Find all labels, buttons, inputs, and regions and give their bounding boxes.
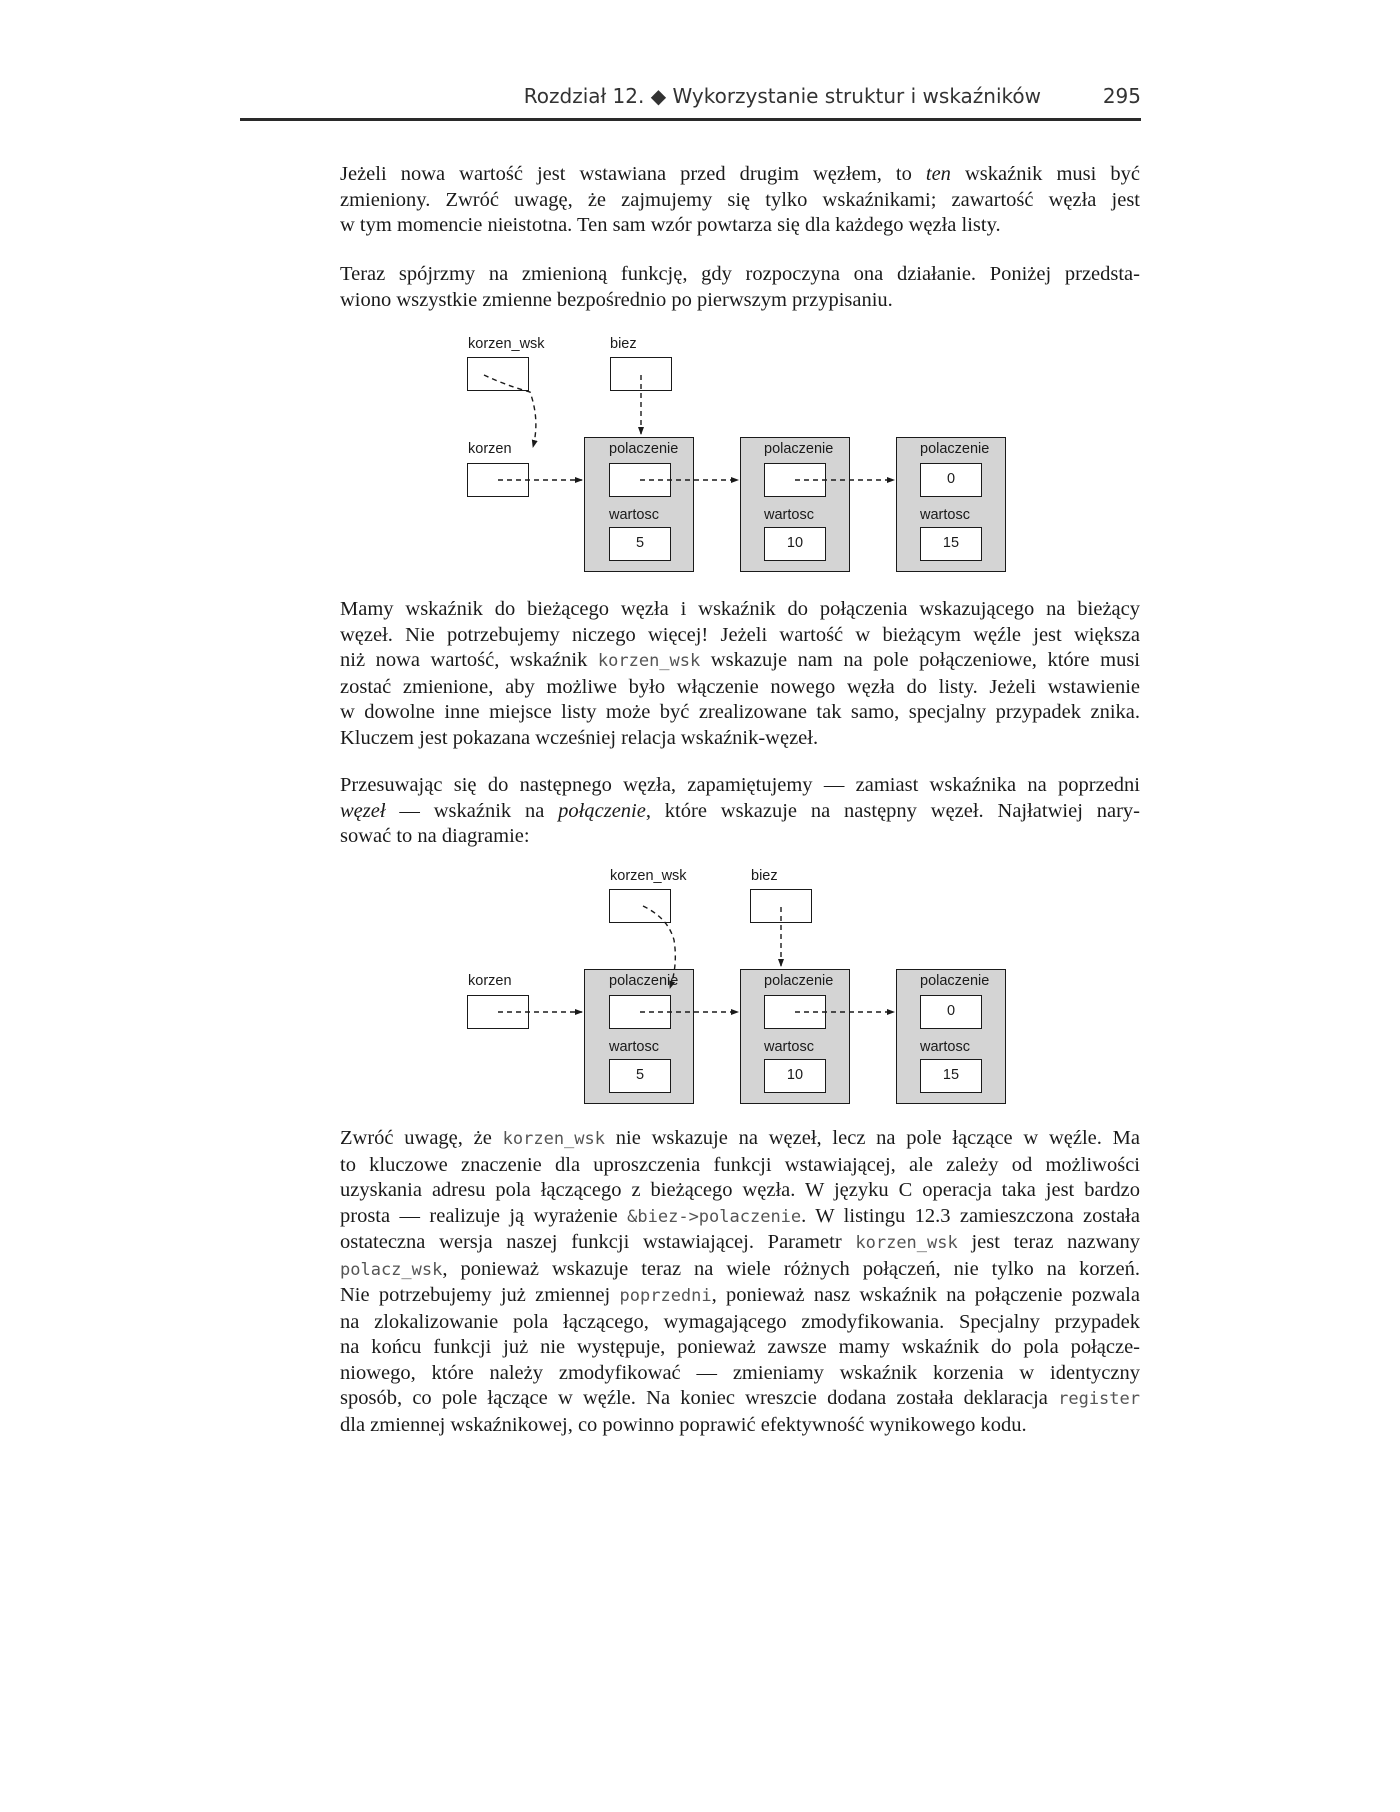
korzen-wsk-label: korzen_wsk [610, 868, 687, 884]
paragraph-line: Zwróć uwagę, że korzen_wsk nie wskazuje na węzeł, lecz na pole łączące w węźle. Ma [340, 1127, 1141, 1149]
node-value-box: 15 [920, 1059, 982, 1093]
paragraph-line: prosta — realizuje ją wyrażenie &biez->polaczenie. W listingu 12.3 zamieszczona została [340, 1204, 1140, 1227]
node-value-box: 15 [920, 527, 982, 561]
node-link-label: polaczenie [764, 441, 834, 457]
paragraph-line: sposób, co pole łączące w węźle. Na koniec wreszcie dodana została deklaracja register [340, 1387, 1140, 1409]
paragraph-line: niż nowa wartość, wskaźnik korzen_wsk wskazuje nam na pole połączeniowe, które musi [340, 649, 1140, 671]
node-value-box: 10 [764, 527, 826, 561]
paragraph-line: dla zmiennej wskaźnikowej, co powinno poprawić efektywność wynikowego kodu. [340, 1413, 1027, 1436]
inline-code: polacz_wsk [340, 1259, 443, 1280]
node-value-label: wartosc [920, 1039, 970, 1055]
page-number: 295 [1102, 84, 1141, 108]
paragraph-line: na zlokalizowanie pola łączącego, wymagającego zmodyfikowania. Specjalny przypadek [340, 1310, 1140, 1333]
paragraph-line: na końcu funkcji już nie występuje, ponieważ zawsze mamy wskaźnik do pola połącze- [340, 1336, 1140, 1358]
paragraph-line: Nie potrzebujemy już zmiennej poprzedni, ponieważ nasz wskaźnik na połączenie pozwala [340, 1284, 1140, 1306]
paragraph-line: polacz_wsk, ponieważ wskazuje teraz na wiele różnych połączeń, nie tylko na korzeń. [340, 1257, 1140, 1280]
inline-code: register [1058, 1389, 1140, 1409]
paragraph-line: wiono wszystkie zmienne bezpośrednio po pierwszym przypisaniu. [340, 288, 893, 311]
korzen-wsk-label: korzen_wsk [468, 336, 545, 352]
korzen-label: korzen [468, 973, 512, 989]
paragraph-line: Teraz spójrzmy na zmienioną funkcję, gdy rozpoczyna ona działanie. Poniżej przedsta- [340, 263, 1140, 285]
paragraph-line: zmieniony. Zwróć uwagę, że zajmujemy się tylko wskaźnikami; zawartość węzła jest [340, 188, 1140, 211]
node-value-label: wartosc [764, 1039, 814, 1055]
node-value-box: 5 [609, 1059, 671, 1093]
paragraph-line: uzyskania adresu pola łączącego z bieżącego węzła. W języku C operacja taka jest bardzo [340, 1179, 1140, 1201]
paragraph-line: sować to na diagramie: [340, 825, 530, 847]
node-link-label: polaczenie [609, 441, 679, 457]
paragraph-line: Kluczem jest pokazana wcześniej relacja wskaźnik-węzeł. [340, 726, 819, 749]
paragraph-line: to kluczowe znaczenie dla uproszczenia funkcji wstawiającej, ale zależy od możliwości [340, 1153, 1140, 1176]
biez-label: biez [610, 336, 637, 352]
node-value-label: wartosc [609, 507, 659, 523]
emphasis-text: ten [925, 163, 951, 185]
node-link-box: 0 [920, 463, 982, 497]
node-link-label: polaczenie [764, 973, 834, 989]
inline-code: poprzedni [619, 1286, 712, 1306]
node-link-box: 0 [920, 995, 982, 1029]
inline-code: korzen_wsk [855, 1233, 958, 1253]
paragraph-line: Przesuwając się do następnego węzła, zapamiętujemy — zamiast wskaźnika na poprzedni [340, 774, 1140, 796]
korzen-wsk-arrow [643, 906, 675, 988]
inline-code: &biez->polaczenie [627, 1206, 802, 1227]
paragraph-line: w tym momencie nieistotna. Ten sam wzór powtarza się dla każdego węzła listy. [340, 214, 1001, 236]
paragraph-line: w dowolne inne miejsce listy może być zrealizowane tak samo, specjalny przypadek znika. [340, 701, 1140, 723]
node-link-label: polaczenie [609, 973, 679, 989]
paragraph-line: węzeł — wskaźnik na połączenie, które wskazuje na następny węzeł. Najłatwiej nary- [340, 799, 1140, 822]
paragraph-line: ostateczna wersja naszej funkcji wstawiającej. Parametr korzen_wsk jest teraz nazwany [340, 1231, 1140, 1253]
node-value-label: wartosc [764, 507, 814, 523]
node-value-box: 10 [764, 1059, 826, 1093]
paragraph-line: Jeżeli nowa wartość jest wstawiana przed drugim węzłem, to ten wskaźnik musi być [340, 163, 1140, 185]
node-value-label: wartosc [920, 507, 970, 523]
inline-code: korzen_wsk [502, 1129, 605, 1149]
inline-code: korzen_wsk [597, 651, 701, 671]
paragraph-5 [340, 1126, 1140, 1438]
korzen-label: korzen [468, 441, 512, 457]
chapter-title: Rozdział 12. ◆ Wykorzystanie struktur i wskaźników [523, 84, 1041, 108]
node-link-label: polaczenie [920, 441, 990, 457]
biez-label: biez [751, 868, 778, 884]
paragraph-line: niowego, które należy zmodyfikować — zmieniamy wskaźnik korzenia w identyczny [340, 1361, 1140, 1384]
paragraph-line: węzeł. Nie potrzebujemy niczego więcej! Jeżeli wartość w bieżącym węźle jest większa [340, 623, 1140, 646]
node-value-box: 5 [609, 527, 671, 561]
paragraph-line: Mamy wskaźnik do bieżącego węzła i wskaźnik do połączenia wskazującego na bieżący [340, 598, 1140, 620]
node-link-label: polaczenie [920, 973, 990, 989]
node-value-label: wartosc [609, 1039, 659, 1055]
paragraph-line: zostać zmienione, aby możliwe było włączenie nowego węzła do listy. Jeżeli wstawienie [340, 675, 1140, 698]
